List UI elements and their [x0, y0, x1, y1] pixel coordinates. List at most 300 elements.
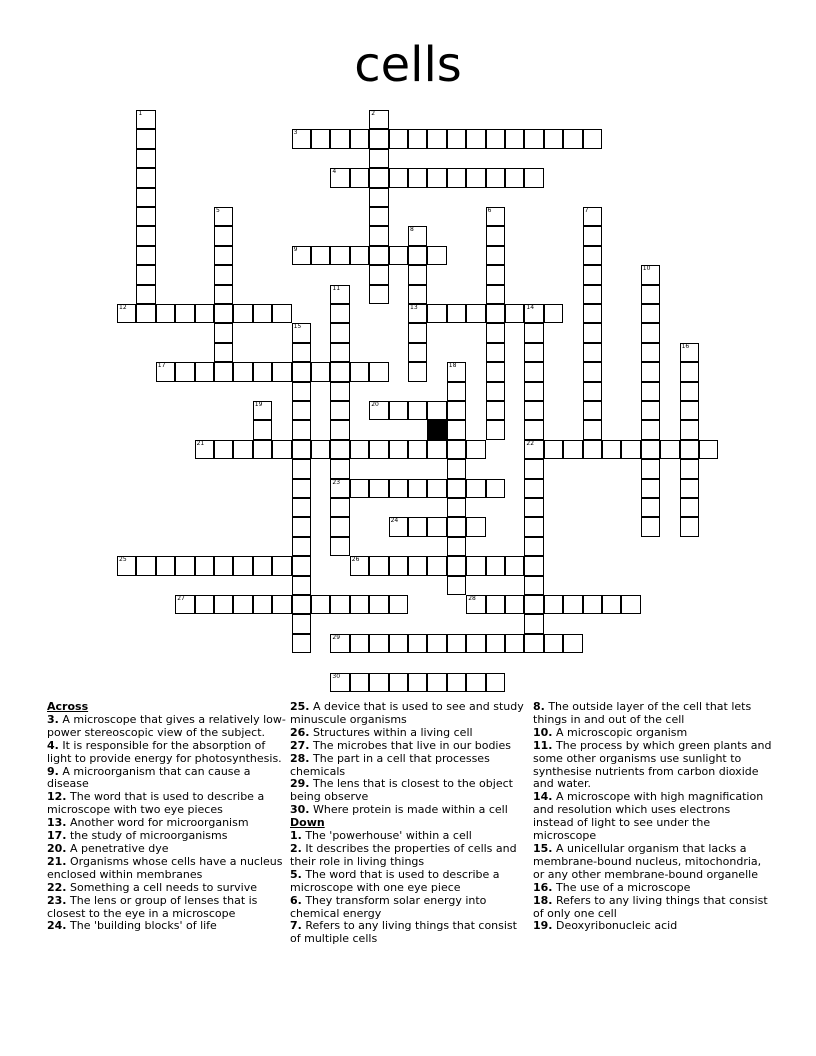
grid-cell[interactable]: [505, 129, 524, 148]
grid-cell[interactable]: [272, 362, 291, 381]
grid-cell[interactable]: [292, 537, 311, 556]
grid-cell[interactable]: [563, 634, 582, 653]
grid-cell[interactable]: [583, 226, 602, 245]
grid-cell[interactable]: [486, 634, 505, 653]
grid-cell[interactable]: [486, 207, 505, 226]
grid-cell[interactable]: [253, 556, 272, 575]
grid-cell[interactable]: [136, 110, 155, 129]
grid-cell[interactable]: [524, 479, 543, 498]
grid-cell[interactable]: [524, 168, 543, 187]
grid-cell[interactable]: [486, 168, 505, 187]
grid-cell[interactable]: [427, 168, 446, 187]
grid-cell[interactable]: [408, 265, 427, 284]
grid-cell[interactable]: [214, 265, 233, 284]
grid-cell[interactable]: [583, 362, 602, 381]
grid-cell[interactable]: [233, 556, 252, 575]
grid-cell[interactable]: [311, 362, 330, 381]
grid-cell[interactable]: [408, 556, 427, 575]
clue-text: Organisms whose cells have a nucleus enclosed within membranes: [47, 854, 283, 881]
grid-cell[interactable]: [136, 168, 155, 187]
grid-cell[interactable]: [214, 440, 233, 459]
grid-cell[interactable]: [136, 226, 155, 245]
grid-cell[interactable]: [486, 304, 505, 323]
grid-cell[interactable]: [524, 459, 543, 478]
grid-cell[interactable]: [486, 479, 505, 498]
grid-cell[interactable]: [583, 285, 602, 304]
grid-cell[interactable]: [369, 265, 388, 284]
grid-cell[interactable]: [486, 343, 505, 362]
grid-cell[interactable]: [641, 362, 660, 381]
grid-cell[interactable]: [583, 246, 602, 265]
grid-cell[interactable]: [680, 440, 699, 459]
grid-cell[interactable]: [427, 246, 446, 265]
grid-cell[interactable]: [505, 634, 524, 653]
grid-cell[interactable]: [486, 362, 505, 381]
grid-cell[interactable]: [389, 634, 408, 653]
grid-cell[interactable]: [583, 207, 602, 226]
grid-cell[interactable]: [680, 362, 699, 381]
grid-cell[interactable]: [583, 382, 602, 401]
grid-cell[interactable]: [292, 420, 311, 439]
grid-cell[interactable]: [466, 304, 485, 323]
grid-cell[interactable]: [156, 362, 175, 381]
grid-cell[interactable]: [311, 440, 330, 459]
grid-cell[interactable]: [641, 323, 660, 342]
grid-cell[interactable]: [641, 440, 660, 459]
grid-cell[interactable]: [330, 168, 349, 187]
grid-cell[interactable]: [369, 129, 388, 148]
grid-cell[interactable]: [330, 440, 349, 459]
grid-cell[interactable]: [233, 304, 252, 323]
grid-cell[interactable]: [680, 498, 699, 517]
grid-cell[interactable]: [233, 362, 252, 381]
grid-cell[interactable]: [214, 226, 233, 245]
grid-cell[interactable]: [447, 440, 466, 459]
grid-cell[interactable]: [330, 343, 349, 362]
grid-cell[interactable]: [136, 304, 155, 323]
grid-cell[interactable]: [292, 323, 311, 342]
grid-cell[interactable]: [292, 382, 311, 401]
grid-cell[interactable]: [524, 576, 543, 595]
grid-cell[interactable]: [466, 517, 485, 536]
grid-cell[interactable]: [583, 401, 602, 420]
grid-cell[interactable]: [253, 420, 272, 439]
grid-cell[interactable]: [641, 498, 660, 517]
grid-cell[interactable]: [389, 673, 408, 692]
grid-cell[interactable]: [136, 207, 155, 226]
grid-cell[interactable]: [311, 129, 330, 148]
grid-cell[interactable]: [389, 440, 408, 459]
grid-cell[interactable]: [195, 362, 214, 381]
grid-cell[interactable]: [466, 479, 485, 498]
grid-cell[interactable]: [272, 595, 291, 614]
grid-cell[interactable]: [524, 537, 543, 556]
grid-cell[interactable]: [175, 595, 194, 614]
grid-cell[interactable]: [253, 362, 272, 381]
grid-cell[interactable]: [408, 634, 427, 653]
grid-cell[interactable]: [408, 323, 427, 342]
grid-cell[interactable]: [292, 459, 311, 478]
grid-cell[interactable]: [350, 556, 369, 575]
grid-cell[interactable]: [524, 304, 543, 323]
grid-cell[interactable]: [292, 614, 311, 633]
grid-cell[interactable]: [350, 634, 369, 653]
grid-cell[interactable]: [292, 576, 311, 595]
grid-cell[interactable]: [389, 479, 408, 498]
grid-cell[interactable]: [292, 343, 311, 362]
grid-cell[interactable]: [117, 304, 136, 323]
grid-cell[interactable]: [447, 382, 466, 401]
grid-cell[interactable]: [641, 401, 660, 420]
grid-cell[interactable]: [408, 673, 427, 692]
grid-cell[interactable]: [641, 420, 660, 439]
grid-cell[interactable]: [447, 634, 466, 653]
grid-cell[interactable]: [408, 129, 427, 148]
grid-cell[interactable]: [447, 479, 466, 498]
grid-cell[interactable]: [583, 129, 602, 148]
grid-cell[interactable]: [505, 304, 524, 323]
grid-cell[interactable]: [253, 440, 272, 459]
grid-cell[interactable]: [680, 382, 699, 401]
grid-cell[interactable]: [447, 576, 466, 595]
grid-cell[interactable]: [486, 265, 505, 284]
grid-cell[interactable]: [369, 149, 388, 168]
grid-cell[interactable]: [621, 440, 640, 459]
grid-cell[interactable]: [544, 595, 563, 614]
grid-cell[interactable]: [466, 129, 485, 148]
grid-cell[interactable]: [524, 634, 543, 653]
grid-cell[interactable]: [195, 304, 214, 323]
grid-cell[interactable]: [641, 265, 660, 284]
grid-cell[interactable]: [447, 459, 466, 478]
grid-cell[interactable]: [156, 556, 175, 575]
grid-cell[interactable]: [136, 188, 155, 207]
grid-cell[interactable]: [389, 595, 408, 614]
grid-cell[interactable]: [330, 517, 349, 536]
grid-cell[interactable]: [350, 129, 369, 148]
grid-cell[interactable]: [524, 401, 543, 420]
grid-cell[interactable]: [350, 479, 369, 498]
grid-cell[interactable]: [427, 440, 446, 459]
grid-cell[interactable]: [680, 479, 699, 498]
grid-cell[interactable]: [427, 129, 446, 148]
grid-cell[interactable]: [447, 517, 466, 536]
grid-cell[interactable]: [214, 323, 233, 342]
grid-cell[interactable]: [427, 304, 446, 323]
grid-cell[interactable]: [486, 382, 505, 401]
grid-cell[interactable]: [292, 401, 311, 420]
grid-cell[interactable]: [330, 479, 349, 498]
grid-cell[interactable]: [214, 246, 233, 265]
grid-cell[interactable]: [214, 595, 233, 614]
grid-cell[interactable]: [466, 634, 485, 653]
grid-cell[interactable]: [330, 304, 349, 323]
grid-cell[interactable]: [699, 440, 718, 459]
grid-cell[interactable]: [427, 556, 446, 575]
grid-cell[interactable]: [408, 285, 427, 304]
grid-cell[interactable]: [583, 304, 602, 323]
grid-cell[interactable]: [427, 401, 446, 420]
grid-cell[interactable]: [486, 323, 505, 342]
grid-cell[interactable]: [544, 129, 563, 148]
grid-cell[interactable]: [330, 362, 349, 381]
grid-cell[interactable]: [253, 304, 272, 323]
grid-cell[interactable]: [447, 420, 466, 439]
grid-cell[interactable]: [330, 129, 349, 148]
grid-cell[interactable]: [583, 440, 602, 459]
clue-text: A microscopic organism: [552, 725, 688, 739]
grid-cell[interactable]: [292, 556, 311, 575]
grid-cell[interactable]: [292, 479, 311, 498]
grid-cell[interactable]: [641, 459, 660, 478]
grid-cell[interactable]: [680, 517, 699, 536]
grid-cell[interactable]: [136, 149, 155, 168]
grid-cell[interactable]: [311, 246, 330, 265]
grid-cell[interactable]: [136, 129, 155, 148]
grid-cell[interactable]: [350, 440, 369, 459]
grid-cell[interactable]: [466, 595, 485, 614]
grid-cell[interactable]: [195, 595, 214, 614]
grid-cell[interactable]: [486, 285, 505, 304]
grid-cell[interactable]: [466, 440, 485, 459]
grid-cell[interactable]: [524, 517, 543, 536]
grid-cell[interactable]: [233, 440, 252, 459]
grid-cell[interactable]: [214, 556, 233, 575]
grid-cell[interactable]: [389, 401, 408, 420]
grid-cell[interactable]: [292, 246, 311, 265]
grid-cell[interactable]: [292, 129, 311, 148]
grid-cell[interactable]: [583, 323, 602, 342]
grid-cell[interactable]: [389, 517, 408, 536]
grid-cell[interactable]: [350, 673, 369, 692]
grid-cell[interactable]: [563, 129, 582, 148]
grid-cell[interactable]: [292, 517, 311, 536]
grid-cell[interactable]: [330, 285, 349, 304]
grid-cell[interactable]: [486, 595, 505, 614]
grid-cell[interactable]: [292, 634, 311, 653]
grid-cell[interactable]: [466, 673, 485, 692]
grid-cell[interactable]: [602, 595, 621, 614]
grid-cell[interactable]: [447, 304, 466, 323]
grid-cell[interactable]: [330, 537, 349, 556]
grid-cell[interactable]: [583, 595, 602, 614]
grid-cell[interactable]: [408, 440, 427, 459]
grid-cell[interactable]: [486, 246, 505, 265]
grid-cell[interactable]: [175, 362, 194, 381]
grid-cell[interactable]: [680, 420, 699, 439]
grid-cell[interactable]: [486, 673, 505, 692]
grid-cell[interactable]: [369, 440, 388, 459]
grid-cell[interactable]: [524, 498, 543, 517]
grid-cell[interactable]: [447, 556, 466, 575]
grid-cell[interactable]: [583, 420, 602, 439]
grid-cell[interactable]: [524, 614, 543, 633]
grid-cell[interactable]: [214, 343, 233, 362]
grid-cell[interactable]: [486, 420, 505, 439]
grid-cell[interactable]: [408, 479, 427, 498]
grid-cell[interactable]: [447, 401, 466, 420]
grid-cell[interactable]: [544, 304, 563, 323]
grid-cell[interactable]: [350, 362, 369, 381]
grid-cell[interactable]: [641, 285, 660, 304]
grid-cell[interactable]: [524, 129, 543, 148]
grid-cell[interactable]: [466, 556, 485, 575]
grid-cell[interactable]: [524, 556, 543, 575]
grid-cell[interactable]: [389, 129, 408, 148]
grid-cell[interactable]: [524, 420, 543, 439]
grid-cell[interactable]: [408, 401, 427, 420]
grid-cell[interactable]: [330, 673, 349, 692]
grid-cell[interactable]: [292, 595, 311, 614]
grid-cell[interactable]: [272, 440, 291, 459]
grid-cell[interactable]: [330, 401, 349, 420]
grid-cell[interactable]: [466, 168, 485, 187]
grid-cell[interactable]: [447, 129, 466, 148]
grid-cell[interactable]: [524, 382, 543, 401]
grid-cell[interactable]: [602, 440, 621, 459]
grid-cell[interactable]: [136, 285, 155, 304]
grid-cell[interactable]: [544, 440, 563, 459]
grid-cell[interactable]: [641, 479, 660, 498]
grid-cell[interactable]: [136, 556, 155, 575]
grid-cell[interactable]: [330, 420, 349, 439]
grid-cell[interactable]: [524, 323, 543, 342]
grid-cell[interactable]: [408, 226, 427, 245]
grid-cell[interactable]: [292, 498, 311, 517]
grid-cell[interactable]: [641, 517, 660, 536]
grid-cell[interactable]: [641, 343, 660, 362]
grid-cell[interactable]: [544, 634, 563, 653]
grid-cell[interactable]: [389, 246, 408, 265]
grid-cell[interactable]: [175, 304, 194, 323]
grid-cell[interactable]: [369, 168, 388, 187]
grid-cell[interactable]: [292, 440, 311, 459]
grid-cell[interactable]: [369, 110, 388, 129]
grid-cell[interactable]: [214, 285, 233, 304]
grid-cell[interactable]: [214, 304, 233, 323]
grid-cell[interactable]: [486, 129, 505, 148]
grid-cell[interactable]: [369, 362, 388, 381]
grid-cell[interactable]: [330, 634, 349, 653]
grid-cell[interactable]: [330, 595, 349, 614]
grid-cell[interactable]: [369, 401, 388, 420]
grid-cell[interactable]: [330, 498, 349, 517]
grid-cell[interactable]: [369, 226, 388, 245]
grid-cell[interactable]: [311, 595, 330, 614]
grid-cell[interactable]: [486, 401, 505, 420]
grid-cell[interactable]: [408, 246, 427, 265]
grid-cell[interactable]: [486, 226, 505, 245]
grid-cell[interactable]: [272, 556, 291, 575]
grid-cell[interactable]: [427, 634, 446, 653]
grid-cell[interactable]: [233, 595, 252, 614]
clue-text: The word that is used to describe a microscope with one eye piece: [290, 867, 500, 894]
grid-cell[interactable]: [680, 401, 699, 420]
grid-cell[interactable]: [389, 168, 408, 187]
grid-cell[interactable]: [369, 556, 388, 575]
grid-cell[interactable]: [369, 673, 388, 692]
grid-cell[interactable]: [330, 323, 349, 342]
grid-cell[interactable]: [136, 265, 155, 284]
grid-cell[interactable]: [369, 479, 388, 498]
grid-cell[interactable]: [253, 401, 272, 420]
grid-cell[interactable]: [408, 517, 427, 536]
grid-cell[interactable]: [175, 556, 194, 575]
grid-cell[interactable]: [524, 343, 543, 362]
clue-number: 6: [487, 207, 492, 214]
grid-cell[interactable]: [350, 168, 369, 187]
grid-cell[interactable]: [505, 595, 524, 614]
grid-cell[interactable]: [214, 207, 233, 226]
grid-cell[interactable]: [524, 440, 543, 459]
grid-cell[interactable]: [447, 362, 466, 381]
grid-cell[interactable]: [427, 479, 446, 498]
grid-cell[interactable]: [350, 246, 369, 265]
grid-cell[interactable]: [272, 304, 291, 323]
grid-cell[interactable]: [524, 362, 543, 381]
grid-cell[interactable]: [680, 343, 699, 362]
grid-cell[interactable]: [195, 440, 214, 459]
grid-cell[interactable]: [408, 343, 427, 362]
grid-cell[interactable]: [330, 459, 349, 478]
grid-cell[interactable]: [369, 595, 388, 614]
grid-cell[interactable]: [117, 556, 136, 575]
grid-cell[interactable]: [369, 634, 388, 653]
grid-cell[interactable]: [369, 188, 388, 207]
grid-cell[interactable]: [389, 556, 408, 575]
grid-cell[interactable]: [680, 459, 699, 478]
grid-cell[interactable]: [563, 595, 582, 614]
grid-cell[interactable]: [214, 362, 233, 381]
grid-cell[interactable]: [253, 595, 272, 614]
grid-cell[interactable]: [136, 246, 155, 265]
grid-cell[interactable]: [369, 285, 388, 304]
grid-cell[interactable]: [660, 440, 679, 459]
grid-cell[interactable]: [369, 207, 388, 226]
grid-cell[interactable]: [641, 304, 660, 323]
grid-cell[interactable]: [621, 595, 640, 614]
grid-cell[interactable]: [505, 556, 524, 575]
grid-cell[interactable]: [447, 673, 466, 692]
grid-cell[interactable]: [408, 304, 427, 323]
grid-cell[interactable]: [447, 537, 466, 556]
down-clue: [290, 843, 530, 869]
grid-cell[interactable]: [641, 382, 660, 401]
grid-cell[interactable]: [195, 556, 214, 575]
grid-cell[interactable]: [583, 343, 602, 362]
grid-cell[interactable]: [447, 168, 466, 187]
down-clue: [290, 869, 530, 895]
grid-cell[interactable]: [447, 498, 466, 517]
grid-cell[interactable]: [583, 265, 602, 284]
grid-cell[interactable]: [330, 246, 349, 265]
grid-cell[interactable]: [524, 595, 543, 614]
across-clue: [47, 920, 287, 933]
grid-cell[interactable]: [369, 246, 388, 265]
grid-cell[interactable]: [330, 382, 349, 401]
grid-cell[interactable]: [427, 673, 446, 692]
grid-cell[interactable]: [563, 440, 582, 459]
grid-cell[interactable]: [350, 595, 369, 614]
clue-number-label: 19.: [533, 919, 553, 933]
grid-cell[interactable]: [486, 556, 505, 575]
grid-cell[interactable]: [156, 304, 175, 323]
grid-cell[interactable]: [427, 517, 446, 536]
grid-cell[interactable]: [408, 168, 427, 187]
grid-cell[interactable]: [292, 362, 311, 381]
grid-cell[interactable]: [408, 362, 427, 381]
grid-cell[interactable]: [505, 168, 524, 187]
